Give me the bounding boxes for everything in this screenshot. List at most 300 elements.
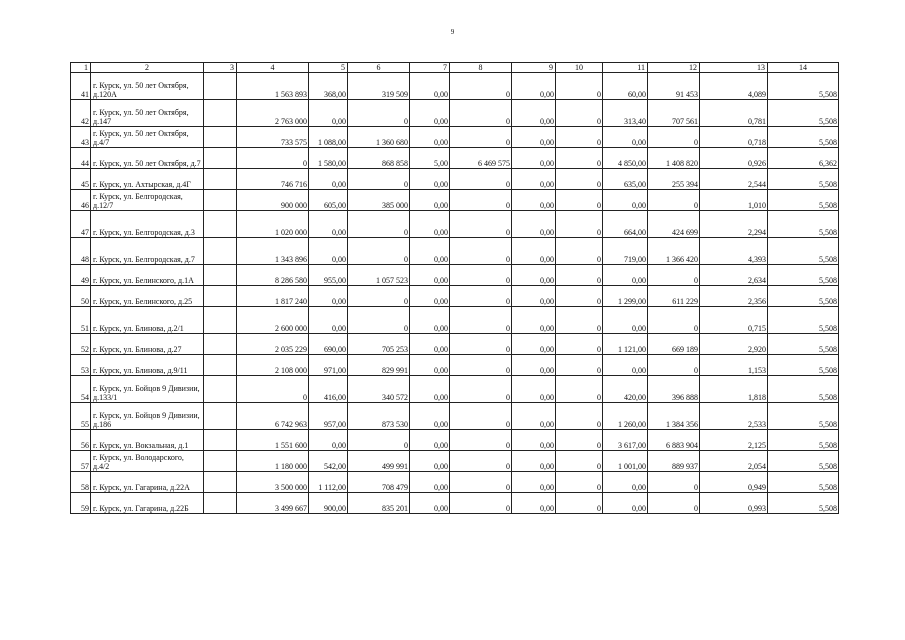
row-number-cell: 45 [71,169,91,190]
value-cell: 0,00 [410,286,450,307]
value-cell: 255 394 [648,169,700,190]
value-cell: 0,00 [512,355,556,376]
value-cell: 0,00 [603,265,648,286]
column-header: 12 [648,63,700,73]
value-cell: 0,00 [512,451,556,472]
column-header: 1 [71,63,91,73]
value-cell: 0,00 [410,211,450,238]
value-cell: 5,508 [768,100,839,127]
value-cell: 733 575 [237,127,309,148]
row-number-cell: 43 [71,127,91,148]
value-cell: 0,00 [512,376,556,403]
row-number-cell: 41 [71,73,91,100]
value-cell: 0 [648,472,700,493]
value-cell: 0,00 [512,211,556,238]
value-cell: 707 561 [648,100,700,127]
value-cell [204,169,237,190]
value-cell [204,148,237,169]
value-cell: 5,508 [768,430,839,451]
value-cell: 2,920 [700,334,768,355]
value-cell [204,451,237,472]
value-cell: 5,508 [768,265,839,286]
value-cell: 5,508 [768,376,839,403]
address-cell: г. Курск, ул. Белгородская, д.3 [91,211,204,238]
value-cell: 605,00 [309,190,348,211]
value-cell: 0 [556,355,603,376]
address-cell: г. Курск, ул. Белгородская, д.7 [91,238,204,265]
value-cell: 0,00 [410,451,450,472]
value-cell: 1 112,00 [309,472,348,493]
table-row [71,73,839,100]
value-cell: 5,508 [768,334,839,355]
value-cell: 0 [348,286,410,307]
table-row [71,286,839,307]
value-cell: 0,00 [410,265,450,286]
value-cell: 0,00 [410,355,450,376]
table-row [71,100,839,127]
value-cell: 0,00 [410,334,450,355]
value-cell [204,334,237,355]
value-cell: 3 617,00 [603,430,648,451]
value-cell: 0,949 [700,472,768,493]
address-cell: г. Курск, ул. 50 лет Октября, д.120А [91,73,204,100]
table-row [71,307,839,334]
value-cell: 0 [450,238,512,265]
value-cell: 91 453 [648,73,700,100]
value-cell: 0,00 [410,403,450,430]
value-cell: 0 [556,403,603,430]
value-cell: 4 850,00 [603,148,648,169]
value-cell: 0 [556,190,603,211]
address-cell: г. Курск, ул. Блинова, д.9/11 [91,355,204,376]
address-cell: г. Курск, ул. Блинова, д.27 [91,334,204,355]
value-cell: 6 469 575 [450,148,512,169]
value-cell [204,265,237,286]
value-cell: 0,00 [309,211,348,238]
value-cell: 708 479 [348,472,410,493]
value-cell: 0,00 [603,472,648,493]
value-cell: 0,00 [410,238,450,265]
value-cell: 0,715 [700,307,768,334]
value-cell: 3 499 667 [237,493,309,514]
column-header: 4 [237,63,309,73]
value-cell: 829 991 [348,355,410,376]
value-cell [204,307,237,334]
value-cell: 0,00 [512,472,556,493]
value-cell: 1 817 240 [237,286,309,307]
value-cell: 0,00 [410,430,450,451]
value-cell: 5,508 [768,403,839,430]
data-table-container [70,62,839,514]
value-cell: 3 500 000 [237,472,309,493]
value-cell: 873 530 [348,403,410,430]
value-cell: 0,00 [512,190,556,211]
value-cell: 0 [648,127,700,148]
value-cell: 957,00 [309,403,348,430]
value-cell: 0 [556,148,603,169]
value-cell: 900 000 [237,190,309,211]
row-number-cell: 48 [71,238,91,265]
column-header: 14 [768,63,839,73]
value-cell: 2 600 000 [237,307,309,334]
table-row [71,211,839,238]
value-cell: 0 [556,493,603,514]
value-cell: 0 [450,334,512,355]
value-cell [204,211,237,238]
value-cell: 0 [648,265,700,286]
address-cell: г. Курск, ул. Гагарина, д.22А [91,472,204,493]
value-cell: 1 260,00 [603,403,648,430]
address-cell: г. Курск, ул. Бойцов 9 Дивизии, д.186 [91,403,204,430]
value-cell: 0,00 [410,190,450,211]
address-cell: г. Курск, ул. Бойцов 9 Дивизии, д.133/1 [91,376,204,403]
column-header: 10 [556,63,603,73]
value-cell: 0,00 [512,403,556,430]
value-cell: 0 [556,73,603,100]
column-header: 7 [410,63,450,73]
table-body [71,73,839,514]
value-cell: 0,00 [410,73,450,100]
value-cell: 900,00 [309,493,348,514]
value-cell: 4,393 [700,238,768,265]
value-cell: 0 [450,307,512,334]
value-cell: 0,00 [410,169,450,190]
value-cell: 2,533 [700,403,768,430]
row-number-cell: 58 [71,472,91,493]
value-cell: 0 [348,211,410,238]
table-row [71,190,839,211]
value-cell: 0 [648,355,700,376]
value-cell: 5,508 [768,190,839,211]
value-cell: 0,926 [700,148,768,169]
row-number-cell: 51 [71,307,91,334]
value-cell: 5,508 [768,211,839,238]
value-cell: 0,00 [512,307,556,334]
value-cell: 690,00 [309,334,348,355]
row-number-cell: 55 [71,403,91,430]
value-cell: 8 286 580 [237,265,309,286]
table-row [71,148,839,169]
value-cell: 0,00 [309,430,348,451]
table-row [71,472,839,493]
value-cell: 0,00 [603,355,648,376]
table-row [71,451,839,472]
value-cell: 635,00 [603,169,648,190]
row-number-cell: 46 [71,190,91,211]
address-cell: г. Курск, ул. Володарского, д.4/2 [91,451,204,472]
value-cell: 0 [450,355,512,376]
value-cell: 0 [556,472,603,493]
value-cell [204,238,237,265]
value-cell: 0,00 [309,238,348,265]
value-cell: 0 [450,451,512,472]
value-cell: 0,00 [603,190,648,211]
value-cell: 0 [450,73,512,100]
value-cell: 368,00 [309,73,348,100]
value-cell: 1 057 523 [348,265,410,286]
value-cell: 0,00 [309,100,348,127]
value-cell: 0 [556,451,603,472]
value-cell: 2,294 [700,211,768,238]
value-cell: 1,010 [700,190,768,211]
value-cell: 1 180 000 [237,451,309,472]
value-cell: 0 [556,307,603,334]
value-cell: 0 [450,211,512,238]
value-cell: 669 189 [648,334,700,355]
value-cell: 0,00 [410,472,450,493]
value-cell: 0,00 [603,307,648,334]
value-cell: 0 [450,472,512,493]
column-header: 9 [512,63,556,73]
value-cell: 1 551 600 [237,430,309,451]
table-row [71,430,839,451]
value-cell: 1 020 000 [237,211,309,238]
value-cell: 5,508 [768,73,839,100]
value-cell: 705 253 [348,334,410,355]
value-cell: 0,00 [512,100,556,127]
column-header: 2 [91,63,204,73]
value-cell: 0 [450,127,512,148]
row-number-cell: 53 [71,355,91,376]
value-cell: 1 384 356 [648,403,700,430]
address-cell: г. Курск, ул. Белинского, д.25 [91,286,204,307]
row-number-cell: 49 [71,265,91,286]
value-cell: 0 [556,238,603,265]
value-cell [204,355,237,376]
value-cell: 1 299,00 [603,286,648,307]
value-cell: 5,508 [768,238,839,265]
value-cell: 746 716 [237,169,309,190]
data-table [70,62,839,514]
value-cell: 664,00 [603,211,648,238]
value-cell [204,376,237,403]
value-cell: 0,00 [512,127,556,148]
value-cell: 385 000 [348,190,410,211]
value-cell: 6 883 904 [648,430,700,451]
value-cell: 719,00 [603,238,648,265]
table-row [71,493,839,514]
value-cell: 0,00 [512,265,556,286]
value-cell: 416,00 [309,376,348,403]
value-cell: 0 [348,169,410,190]
value-cell: 420,00 [603,376,648,403]
table-row [71,334,839,355]
value-cell: 0 [450,169,512,190]
value-cell: 0,00 [512,430,556,451]
table-row [71,127,839,148]
value-cell [204,73,237,100]
value-cell: 1 121,00 [603,334,648,355]
value-cell [204,286,237,307]
value-cell: 1 088,00 [309,127,348,148]
value-cell [204,430,237,451]
table-header [71,63,839,73]
value-cell: 0 [450,190,512,211]
value-cell: 6,362 [768,148,839,169]
row-number-cell: 50 [71,286,91,307]
column-header: 5 [309,63,348,73]
value-cell: 5,00 [410,148,450,169]
value-cell: 0 [556,169,603,190]
value-cell: 0 [556,127,603,148]
row-number-cell: 52 [71,334,91,355]
value-cell: 0 [556,100,603,127]
row-number-cell: 59 [71,493,91,514]
column-header: 8 [450,63,512,73]
table-row [71,265,839,286]
value-cell: 0 [348,100,410,127]
value-cell: 0 [450,403,512,430]
address-cell: г. Курск, ул. Белинского, д.1А [91,265,204,286]
value-cell: 5,508 [768,451,839,472]
value-cell: 1 360 680 [348,127,410,148]
value-cell: 1,818 [700,376,768,403]
value-cell: 0,00 [410,127,450,148]
page-number: 9 [450,28,455,36]
value-cell: 0,00 [309,169,348,190]
value-cell [204,100,237,127]
value-cell: 0,00 [512,148,556,169]
value-cell: 5,508 [768,307,839,334]
value-cell: 0 [556,430,603,451]
row-number-cell: 54 [71,376,91,403]
address-cell: г. Курск, ул. Вокзальная, д.1 [91,430,204,451]
value-cell: 611 229 [648,286,700,307]
value-cell: 0 [237,376,309,403]
value-cell: 0 [237,148,309,169]
value-cell: 0,718 [700,127,768,148]
value-cell [204,190,237,211]
value-cell: 0 [450,376,512,403]
value-cell: 0,00 [603,493,648,514]
value-cell: 0,00 [309,286,348,307]
value-cell [204,472,237,493]
value-cell: 0,00 [512,73,556,100]
value-cell: 4,089 [700,73,768,100]
value-cell: 0,00 [512,286,556,307]
value-cell: 868 858 [348,148,410,169]
column-header: 6 [348,63,410,73]
value-cell: 2,054 [700,451,768,472]
address-cell: г. Курск, ул. Гагарина, д.22Б [91,493,204,514]
value-cell: 0,00 [410,307,450,334]
value-cell: 2,634 [700,265,768,286]
value-cell: 2,125 [700,430,768,451]
value-cell: 2 763 000 [237,100,309,127]
value-cell: 0 [450,430,512,451]
row-number-cell: 57 [71,451,91,472]
address-cell: г. Курск, ул. 50 лет Октября, д.147 [91,100,204,127]
value-cell: 0 [556,334,603,355]
value-cell: 1 408 820 [648,148,700,169]
table-row [71,169,839,190]
value-cell: 2,544 [700,169,768,190]
value-cell [204,493,237,514]
table-row [71,403,839,430]
value-cell: 0 [348,430,410,451]
row-number-cell: 42 [71,100,91,127]
value-cell: 1 366 420 [648,238,700,265]
value-cell: 0,00 [512,334,556,355]
address-cell: г. Курск, ул. Белгородская, д.12/7 [91,190,204,211]
value-cell: 0 [450,493,512,514]
value-cell: 0 [450,100,512,127]
column-header: 11 [603,63,648,73]
value-cell: 0,00 [410,376,450,403]
value-cell [204,403,237,430]
value-cell: 5,508 [768,286,839,307]
value-cell: 2,356 [700,286,768,307]
value-cell: 5,508 [768,355,839,376]
value-cell: 889 937 [648,451,700,472]
value-cell: 0,00 [410,493,450,514]
value-cell: 0 [450,286,512,307]
value-cell: 424 699 [648,211,700,238]
value-cell: 340 572 [348,376,410,403]
value-cell: 313,40 [603,100,648,127]
value-cell: 0 [556,286,603,307]
value-cell: 2 108 000 [237,355,309,376]
value-cell [204,127,237,148]
row-number-cell: 44 [71,148,91,169]
table-row [71,376,839,403]
address-cell: г. Курск, ул. Блинова, д.2/1 [91,307,204,334]
value-cell: 1 580,00 [309,148,348,169]
value-cell: 5,508 [768,472,839,493]
value-cell: 1 343 896 [237,238,309,265]
value-cell: 6 742 963 [237,403,309,430]
value-cell: 0,781 [700,100,768,127]
value-cell: 0 [648,190,700,211]
value-cell: 0 [556,265,603,286]
value-cell: 971,00 [309,355,348,376]
address-cell: г. Курск, ул. 50 лет Октября, д.7 [91,148,204,169]
value-cell: 542,00 [309,451,348,472]
table-row [71,355,839,376]
value-cell: 2 035 229 [237,334,309,355]
row-number-cell: 47 [71,211,91,238]
value-cell: 0 [556,211,603,238]
address-cell: г. Курск, ул. Ахтырская, д.4Г [91,169,204,190]
value-cell: 0,00 [512,169,556,190]
value-cell: 0 [556,376,603,403]
value-cell: 1 563 893 [237,73,309,100]
value-cell: 0 [648,493,700,514]
value-cell: 319 509 [348,73,410,100]
value-cell: 0,00 [512,493,556,514]
value-cell: 60,00 [603,73,648,100]
value-cell: 0,00 [309,307,348,334]
value-cell: 0 [348,238,410,265]
header-row [71,63,839,73]
address-cell: г. Курск, ул. 50 лет Октября, д.4/7 [91,127,204,148]
table-row [71,238,839,265]
value-cell: 0,00 [603,127,648,148]
value-cell: 0 [450,265,512,286]
value-cell: 835 201 [348,493,410,514]
value-cell: 5,508 [768,127,839,148]
column-header: 3 [204,63,237,73]
value-cell: 1,153 [700,355,768,376]
value-cell: 5,508 [768,493,839,514]
value-cell: 0,993 [700,493,768,514]
row-number-cell: 56 [71,430,91,451]
value-cell: 0 [348,307,410,334]
value-cell: 1 001,00 [603,451,648,472]
column-header: 13 [700,63,768,73]
value-cell: 0,00 [512,238,556,265]
value-cell: 499 991 [348,451,410,472]
